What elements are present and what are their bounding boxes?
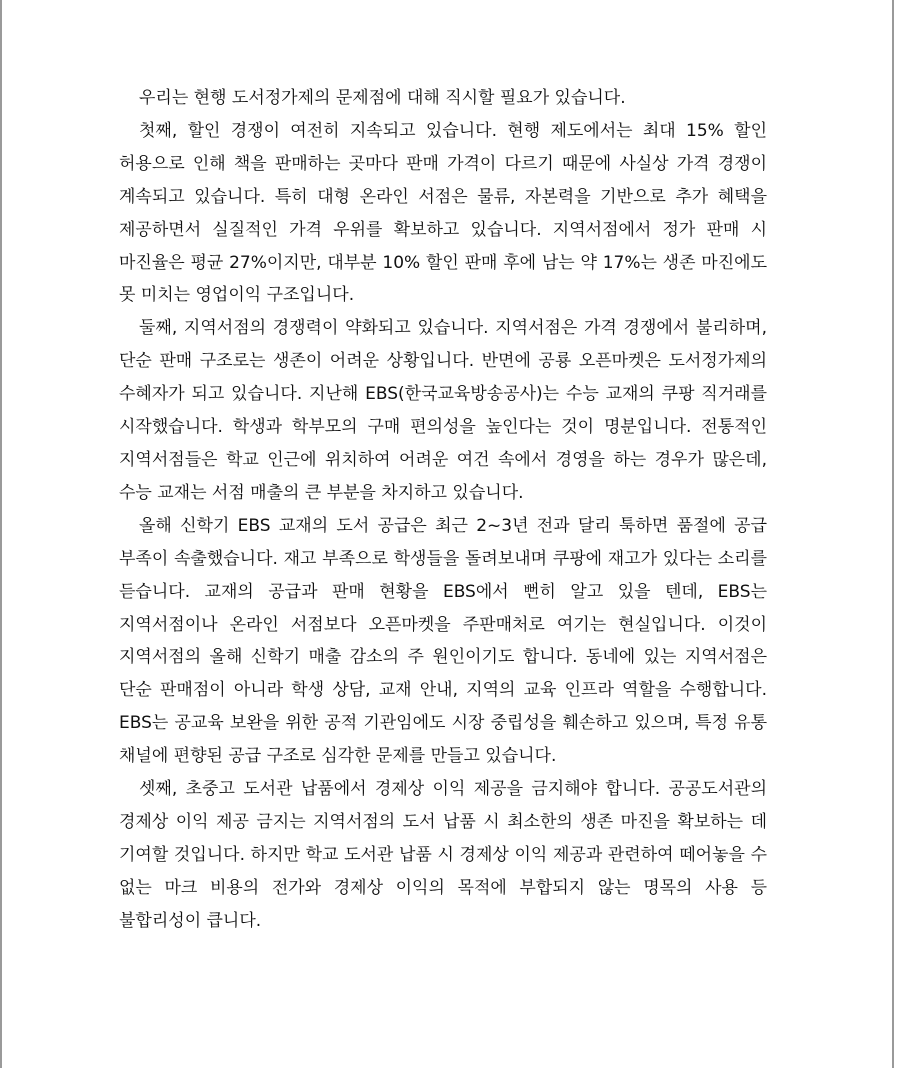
- paragraph-first: 첫째, 할인 경쟁이 여전히 지속되고 있습니다. 현행 제도에서는 최대 15% 할인 허용으로 인해 책을 판매하는 곳마다 판매 가격이 다르기 때문에 사실상 가격 경쟁이 계속되고 있습니다. 특히 대형 온라인 서점은 물류, 자본력을 기반으로 추가 혜택을 제공하면서 실질적인 가격 우위를 확보하고 있습니다. 지역서점에서 정가 판매 시 마진율은 평균 27%이지만, 대부분 10% 할인 판매 후에 남는 약 17%는 생존 마진에도 못 미치는 영업이익 구조입니다.: [119, 120, 767, 306]
- document-body: [119, 82, 767, 938]
- paragraph-second: 둘째, 지역서점의 경쟁력이 약화되고 있습니다. 지역서점은 가격 경쟁에서 불리하며, 단순 판매 구조로는 생존이 어려운 상황입니다. 반면에 공룡 오픈마켓은 도서정가제의 수혜자가 되고 있습니다. 지난해 EBS(한국교육방송공사)는 수능 교재의 쿠팡 직거래를 시작했습니다. 학생과 학부모의 구매 편의성을 높인다는 것이 명분입니다. 전통적인 지역서점들은 학교 인근에 위치하여 어려운 여건 속에서 경영을 하는 경우가 많은데, 수능 교재는 서점 매출의 큰 부분을 차지하고 있습니다.: [119, 318, 767, 503]
- paragraph-second-continued: 올해 신학기 EBS 교재의 도서 공급은 최근 2~3년 전과 달리 툭하면 품절에 공급 부족이 속출했습니다. 재고 부족으로 학생들을 돌려보내며 쿠팡에 재고가 있다는 소리를 듣습니다. 교재의 공급과 판매 현황을 EBS에서 뻔히 알고 있을 텐데, EBS는 지역서점이나 온라인 서점보다 오픈마켓을 주판매처로 여기는 현실입니다. 이것이 지역서점의 올해 신학기 매출 감소의 주 원인이기도 합니다. 동네에 있는 지역서점은 단순 판매점이 아니라 학생 상담, 교재 안내, 지역의 교육 인프라 역할을 수행합니다. EBS는 공교육 보완을 위한 공적 기관임에도 시장 중립성을 훼손하고 있으며, 특정 유통 채널에 편향된 공급 구조로 심각한 문제를 만들고 있습니다.: [119, 515, 767, 767]
- paragraph-third: 셋째, 초중고 도서관 납품에서 경제상 이익 제공을 금지해야 합니다. 공공도서관의 경제상 이익 제공 금지는 지역서점의 도서 납품 시 최소한의 생존 마진을 확보하는 데 기여할 것입니다. 하지만 학교 도서관 납품 시 경제상 이익 제공과 관련하여 떼어놓을 수 없는 마크 비용의 전가와 경제상 이익의 목적에 부합되지 않는 명목의 사용 등 불합리성이 큽니다.: [119, 779, 767, 931]
- paragraph-intro: 우리는 현행 도서정가제의 문제점에 대해 직시할 필요가 있습니다.: [139, 88, 626, 108]
